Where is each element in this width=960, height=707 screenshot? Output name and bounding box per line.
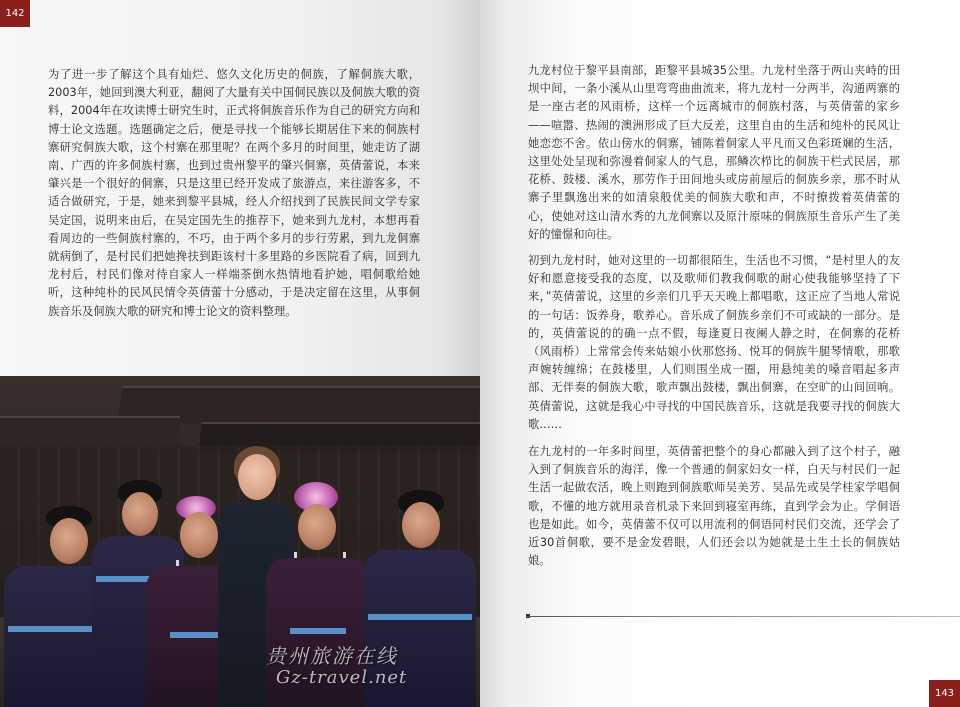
horizontal-rule (526, 616, 960, 617)
left-body-text: 为了进一步了解这个具有灿烂、悠久文化历史的侗族，了解侗族大歌，2003年，她回到澳大利亚，翻阅了大量有关中国侗民族以及侗族大歌的资料，2004年在攻读博士研究生时，正式将侗族音乐作为自己的研究方向和博士论文选题。选题确定之后，便是寻找一个能够长期居住下来的侗族村寨研究侗族大歌，这个村寨在那里呢？在两个多月的时间里，她走访了湖南、广西的许多侗族村寨，也到过贵州黎平的肇兴侗寨，英倩蕾说，本来肇兴是一个很好的侗寨，只是这里已经开发成了旅游点，来往游客多，不适合做研究，于是，她来到黎平县城，经人介绍找到了民族民间文学专家吴定国，说明来由后，在吴定国先生的推荐下，她来到九龙村，本想再看看周边的一些侗族村寨的，不巧，由于两个多月的步行劳累，到九龙侗寨就病倒了，是村民们把她搀扶到距该村十多里路的乡医院看了病，回到九龙村后，村民们像对待自家人一样端茶倒水热情地看护她，唱侗歌给她听，这种纯朴的民风民情令英倩蕾十分感动，于是决定留在这里，从事侗族音乐及侗族大歌的研究和博士论文的资料整理。 (48, 68, 420, 318)
watermark-en: Gz-travel.net (276, 667, 408, 688)
page-number-right: 143 (929, 680, 960, 707)
village-group-photo (0, 376, 480, 707)
right-paragraph-2: 初到九龙村时，她对这里的一切都很陌生，生活也不习惯，“是村里人的友好和愿意接受我的态度，以及歌师们教我侗歌的耐心使我能够坚持了下来，”英倩蕾说，这里的乡亲们几乎天天晚上都唱歌，这正应了当地人常说的一句话：饭养身，歌养心。音乐成了侗族乡亲们不可或缺的一部分。是的，英倩蕾说的的确一点不假，每逢夏日夜阑人静之时，在侗寨的花桥（风雨桥）上常常会传来姑娘小伙那悠扬、悦耳的侗族牛腿琴情歌，那歌声婉转缠绵；在鼓楼里，人们则围坐成一圈，用悬纯美的嗓音唱起多声部、无伴奏的侗族大歌，歌声飘出鼓楼，飘出侗寨，在空旷的山间回响。英倩蕾说，这就是我心中寻找的中国民族音乐，这就是我要寻找的侗族大歌…… (528, 254, 900, 431)
photo-watermark (266, 640, 407, 688)
right-paragraph-3: 在九龙村的一年多时间里，英倩蕾把整个的身心都融入到了这个村子，融入到了侗族音乐的海洋，像一个普通的侗家妇女一样，白天与村民们一起生活一起做农活，晚上则跑到侗族歌师吴美芳、吴品先或吴学桂家学唱侗歌，不懂的地方就用录音机录下来回到寝室再练，直到学会为止。学侗语也是如此。如今，英倩蕾不仅可以用流利的侗语同村民们交流，还学会了近30首侗歌，要不是金发碧眼，人们还会以为她就是土生土长的侗族姑娘。 (528, 445, 900, 568)
watermark-cn: 贵州旅游在线 (266, 644, 398, 668)
page-number-left: 142 (0, 0, 30, 27)
right-paragraph-1: 九龙村位于黎平县南部，距黎平县城35公里。九龙村坐落于两山夹峙的田坝中间，一条小溪从山里弯弯曲曲流来，将九龙村一分两半，沟通两寨的是一座古老的风雨桥，这样一个远离城市的侗族村落，与英倩蕾的家乡——喧嚣、热闹的澳洲形成了巨大反差，这里自由的生活和纯朴的民风让她恋恋不舍。依山傍水的侗寨，铺陈着侗家人平凡而又色彩斑斓的生活，这里处处呈现和弥漫着侗家人的气息，那鳞次栉比的侗族干栏式民居，那花桥、鼓楼、溪水，那劳作于田间地头或房前屋后的侗族乡亲，那不时从寨子里飘逸出来的如清泉般优美的侗族大歌和声，不时撩拨着英倩蕾的心，使她对这山清水秀的九龙侗寨以及原汁原味的侗族原生音乐产生了美好的憧憬和向往。 (528, 64, 900, 241)
photo-roof (0, 416, 180, 446)
